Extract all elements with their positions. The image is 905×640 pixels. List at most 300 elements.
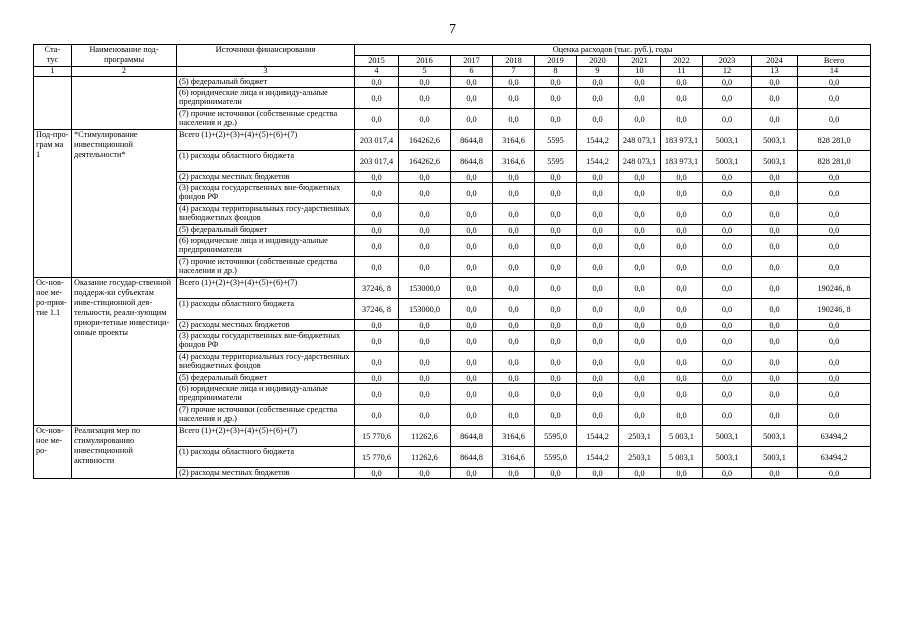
value-cell: 0,0 [451, 352, 493, 373]
value-cell: 0,0 [703, 384, 752, 405]
value-cell: 0,0 [703, 331, 752, 352]
value-cell: 0,0 [535, 109, 577, 130]
table-row [34, 278, 871, 299]
value-cell: 0,0 [703, 88, 752, 109]
value-cell: 0,0 [661, 172, 703, 183]
value-cell: 15 770,6 [355, 447, 399, 468]
value-cell: 0,0 [798, 320, 871, 331]
value-cell: 0,0 [661, 320, 703, 331]
value-cell: 0,0 [577, 236, 619, 257]
funding-source-cell: (7) прочие источники (собственные средства населения и др.) [177, 405, 355, 426]
value-cell: 0,0 [493, 109, 535, 130]
value-cell: 0,0 [535, 225, 577, 236]
value-cell: 0,0 [451, 225, 493, 236]
value-cell: 0,0 [661, 88, 703, 109]
value-cell: 0,0 [577, 77, 619, 88]
header-year: 2019 [535, 56, 577, 67]
funding-source-cell: (7) прочие источники (собственные средства населения и др.) [177, 257, 355, 278]
value-cell: 0,0 [661, 183, 703, 204]
value-cell: 0,0 [798, 384, 871, 405]
value-cell: 0,0 [355, 236, 399, 257]
value-cell: 190246, 8 [798, 299, 871, 320]
header-year: 2021 [619, 56, 661, 67]
value-cell: 0,0 [355, 352, 399, 373]
value-cell: 0,0 [493, 172, 535, 183]
funding-source-cell: (6) юридические лица и индивиду-альные предприниматели [177, 88, 355, 109]
header-sources: Источники финансирования [177, 45, 355, 67]
funding-source-cell: (4) расходы территориальных госу-дарственных внебюджетных фондов [177, 204, 355, 225]
value-cell: 0,0 [451, 236, 493, 257]
value-cell: 0,0 [399, 257, 451, 278]
value-cell: 0,0 [703, 257, 752, 278]
value-cell: 0,0 [355, 88, 399, 109]
value-cell: 0,0 [399, 373, 451, 384]
value-cell: 0,0 [535, 183, 577, 204]
value-cell: 0,0 [798, 373, 871, 384]
value-cell: 0,0 [577, 278, 619, 299]
funding-source-cell: (5) федеральный бюджет [177, 225, 355, 236]
value-cell: 0,0 [703, 172, 752, 183]
value-cell: 5003,1 [752, 151, 798, 172]
value-cell: 0,0 [752, 299, 798, 320]
value-cell: 0,0 [619, 373, 661, 384]
funding-source-cell: (4) расходы территориальных госу-дарственных внебюджетных фондов [177, 352, 355, 373]
table-body [34, 77, 871, 479]
value-cell: 0,0 [399, 331, 451, 352]
value-cell: 0,0 [535, 352, 577, 373]
value-cell: 0,0 [577, 225, 619, 236]
value-cell: 0,0 [703, 320, 752, 331]
value-cell: 0,0 [798, 236, 871, 257]
funding-source-cell: Всего (1)+(2)+(3)+(4)+(5)+(6)+(7) [177, 426, 355, 447]
funding-source-cell: (2) расходы местных бюджетов [177, 320, 355, 331]
value-cell: 0,0 [535, 299, 577, 320]
value-cell: 190246, 8 [798, 278, 871, 299]
value-cell: 0,0 [619, 320, 661, 331]
value-cell: 0,0 [798, 468, 871, 479]
column-index: 5 [399, 67, 451, 77]
value-cell: 0,0 [355, 384, 399, 405]
value-cell: 0,0 [535, 88, 577, 109]
value-cell: 0,0 [577, 183, 619, 204]
value-cell: 0,0 [619, 183, 661, 204]
value-cell: 0,0 [752, 204, 798, 225]
table-row [34, 77, 871, 88]
funding-source-cell: (6) юридические лица и индивиду-альные предприниматели [177, 236, 355, 257]
header-year: 2020 [577, 56, 619, 67]
funding-source-cell: (1) расходы областного бюджета [177, 447, 355, 468]
funding-source-cell: (3) расходы государственных вне-бюджетных фондов РФ [177, 183, 355, 204]
column-index: 9 [577, 67, 619, 77]
value-cell: 0,0 [661, 204, 703, 225]
value-cell: 153000,0 [399, 299, 451, 320]
value-cell: 0,0 [535, 384, 577, 405]
value-cell: 0,0 [355, 468, 399, 479]
column-index: 2 [72, 67, 177, 77]
value-cell: 0,0 [493, 352, 535, 373]
value-cell: 0,0 [619, 352, 661, 373]
value-cell: 183 973,1 [661, 130, 703, 151]
value-cell: 0,0 [355, 373, 399, 384]
value-cell: 0,0 [451, 468, 493, 479]
value-cell: 0,0 [752, 88, 798, 109]
value-cell: 0,0 [661, 405, 703, 426]
value-cell: 0,0 [798, 225, 871, 236]
value-cell: 0,0 [703, 204, 752, 225]
status-cell: Ос-нов-ное ме-ро-прия-тие 1.1 [34, 278, 72, 426]
value-cell: 203 017,4 [355, 130, 399, 151]
value-cell: 0,0 [577, 331, 619, 352]
header-year: 2018 [493, 56, 535, 67]
funding-source-cell: (7) прочие источники (собственные средства населения и др.) [177, 109, 355, 130]
value-cell: 0,0 [355, 257, 399, 278]
value-cell: 0,0 [399, 172, 451, 183]
value-cell: 0,0 [355, 204, 399, 225]
value-cell: 0,0 [619, 236, 661, 257]
value-cell: 5595,0 [535, 426, 577, 447]
value-cell: 5003,1 [703, 151, 752, 172]
column-index: 14 [798, 67, 871, 77]
funding-source-cell: (1) расходы областного бюджета [177, 299, 355, 320]
value-cell: 0,0 [493, 405, 535, 426]
funding-source-cell: (3) расходы государственных вне-бюджетных фондов РФ [177, 331, 355, 352]
value-cell: 0,0 [577, 204, 619, 225]
column-index: 13 [752, 67, 798, 77]
value-cell: 0,0 [355, 225, 399, 236]
value-cell: 0,0 [619, 299, 661, 320]
value-cell: 5003,1 [703, 447, 752, 468]
header-name: Наименование под- программы [72, 45, 177, 67]
value-cell: 0,0 [493, 320, 535, 331]
value-cell: 0,0 [619, 331, 661, 352]
funding-table [33, 44, 871, 479]
value-cell: 0,0 [399, 320, 451, 331]
value-cell: 0,0 [451, 172, 493, 183]
value-cell: 0,0 [798, 405, 871, 426]
value-cell: 183 973,1 [661, 151, 703, 172]
value-cell: 0,0 [661, 468, 703, 479]
value-cell: 0,0 [577, 405, 619, 426]
value-cell: 0,0 [493, 77, 535, 88]
value-cell: 0,0 [493, 183, 535, 204]
header-year: 2017 [451, 56, 493, 67]
value-cell: 0,0 [798, 257, 871, 278]
funding-source-cell: (2) расходы местных бюджетов [177, 468, 355, 479]
value-cell: 0,0 [661, 257, 703, 278]
value-cell: 63494,2 [798, 426, 871, 447]
value-cell: 0,0 [752, 278, 798, 299]
value-cell: 8644,8 [451, 447, 493, 468]
value-cell: 828 281,0 [798, 130, 871, 151]
value-cell: 0,0 [399, 204, 451, 225]
value-cell: 0,0 [493, 278, 535, 299]
value-cell: 0,0 [535, 373, 577, 384]
value-cell: 0,0 [399, 225, 451, 236]
value-cell: 0,0 [703, 109, 752, 130]
value-cell: 0,0 [619, 204, 661, 225]
value-cell: 0,0 [493, 299, 535, 320]
value-cell: 0,0 [355, 109, 399, 130]
value-cell: 0,0 [661, 225, 703, 236]
value-cell: 0,0 [577, 88, 619, 109]
value-cell: 0,0 [577, 352, 619, 373]
value-cell: 0,0 [399, 183, 451, 204]
value-cell: 0,0 [703, 352, 752, 373]
value-cell: 0,0 [355, 331, 399, 352]
value-cell: 0,0 [355, 77, 399, 88]
value-cell: 0,0 [355, 405, 399, 426]
value-cell: 0,0 [619, 405, 661, 426]
value-cell: 0,0 [703, 225, 752, 236]
value-cell: 37246, 8 [355, 278, 399, 299]
value-cell: 0,0 [798, 204, 871, 225]
header-year: 2015 [355, 56, 399, 67]
program-name-cell [72, 77, 177, 130]
value-cell: 0,0 [577, 468, 619, 479]
value-cell: 3164,6 [493, 426, 535, 447]
value-cell: 11262,6 [399, 447, 451, 468]
table-row [34, 130, 871, 151]
value-cell: 0,0 [798, 77, 871, 88]
funding-source-cell: (5) федеральный бюджет [177, 373, 355, 384]
value-cell: 2503,1 [619, 426, 661, 447]
value-cell: 0,0 [661, 373, 703, 384]
value-cell: 0,0 [619, 468, 661, 479]
column-index: 3 [177, 67, 355, 77]
value-cell: 5595 [535, 130, 577, 151]
value-cell: 0,0 [577, 384, 619, 405]
table-header [34, 45, 871, 77]
value-cell: 0,0 [577, 109, 619, 130]
value-cell: 0,0 [451, 373, 493, 384]
header-estimate: Оценка расходов (тыс. руб.), годы [355, 45, 871, 56]
funding-source-cell: (2) расходы местных бюджетов [177, 172, 355, 183]
value-cell: 3164,6 [493, 447, 535, 468]
value-cell: 828 281,0 [798, 151, 871, 172]
value-cell: 0,0 [451, 320, 493, 331]
value-cell: 0,0 [451, 384, 493, 405]
program-name-cell: *Стимулирование инвестиционной деятельности* [72, 130, 177, 278]
value-cell: 0,0 [752, 236, 798, 257]
value-cell: 248 073,1 [619, 130, 661, 151]
value-cell: 15 770,6 [355, 426, 399, 447]
header-year: 2016 [399, 56, 451, 67]
value-cell: 0,0 [619, 257, 661, 278]
value-cell: 37246, 8 [355, 299, 399, 320]
value-cell: 5595 [535, 151, 577, 172]
value-cell: 0,0 [493, 257, 535, 278]
funding-source-cell: Всего (1)+(2)+(3)+(4)+(5)+(6)+(7) [177, 130, 355, 151]
value-cell: 0,0 [619, 278, 661, 299]
value-cell: 0,0 [661, 331, 703, 352]
value-cell: 0,0 [798, 352, 871, 373]
funding-source-cell: (5) федеральный бюджет [177, 77, 355, 88]
value-cell: 0,0 [752, 373, 798, 384]
value-cell: 0,0 [535, 77, 577, 88]
value-cell: 0,0 [752, 384, 798, 405]
header-year: Всего [798, 56, 871, 67]
value-cell: 1544,2 [577, 130, 619, 151]
value-cell: 0,0 [619, 225, 661, 236]
value-cell: 0,0 [661, 109, 703, 130]
value-cell: 0,0 [619, 77, 661, 88]
value-cell: 0,0 [451, 204, 493, 225]
value-cell: 0,0 [577, 373, 619, 384]
value-cell: 0,0 [493, 384, 535, 405]
column-index: 12 [703, 67, 752, 77]
value-cell: 5 003,1 [661, 447, 703, 468]
column-index: 8 [535, 67, 577, 77]
value-cell: 0,0 [535, 236, 577, 257]
value-cell: 8644,8 [451, 426, 493, 447]
value-cell: 0,0 [752, 225, 798, 236]
value-cell: 0,0 [703, 468, 752, 479]
value-cell: 0,0 [493, 468, 535, 479]
value-cell: 0,0 [798, 172, 871, 183]
value-cell: 0,0 [798, 331, 871, 352]
status-cell: Под-про-грам ма 1 [34, 130, 72, 278]
value-cell: 0,0 [535, 331, 577, 352]
value-cell: 0,0 [493, 204, 535, 225]
value-cell: 0,0 [619, 384, 661, 405]
value-cell: 0,0 [798, 109, 871, 130]
value-cell: 164262,6 [399, 130, 451, 151]
value-cell: 0,0 [703, 236, 752, 257]
value-cell: 0,0 [493, 236, 535, 257]
value-cell: 0,0 [752, 331, 798, 352]
value-cell: 0,0 [798, 183, 871, 204]
value-cell: 0,0 [703, 77, 752, 88]
value-cell: 0,0 [451, 405, 493, 426]
value-cell: 0,0 [661, 352, 703, 373]
column-index: 1 [34, 67, 72, 77]
value-cell: 0,0 [577, 320, 619, 331]
value-cell: 0,0 [703, 299, 752, 320]
value-cell: 0,0 [451, 331, 493, 352]
column-index: 7 [493, 67, 535, 77]
value-cell: 5003,1 [703, 130, 752, 151]
value-cell: 0,0 [535, 278, 577, 299]
value-cell: 5 003,1 [661, 426, 703, 447]
value-cell: 11262,6 [399, 426, 451, 447]
header-year: 2024 [752, 56, 798, 67]
value-cell: 0,0 [451, 299, 493, 320]
value-cell: 0,0 [493, 88, 535, 109]
column-index: 11 [661, 67, 703, 77]
status-cell [34, 77, 72, 130]
table-row [34, 426, 871, 447]
value-cell: 0,0 [752, 468, 798, 479]
value-cell: 0,0 [451, 88, 493, 109]
value-cell: 0,0 [619, 172, 661, 183]
value-cell: 5595,0 [535, 447, 577, 468]
value-cell: 1544,2 [577, 447, 619, 468]
column-index: 4 [355, 67, 399, 77]
value-cell: 63494,2 [798, 447, 871, 468]
value-cell: 0,0 [752, 109, 798, 130]
value-cell: 0,0 [661, 77, 703, 88]
value-cell: 0,0 [399, 109, 451, 130]
value-cell: 0,0 [535, 257, 577, 278]
value-cell: 0,0 [399, 405, 451, 426]
funding-source-cell: (6) юридические лица и индивиду-альные предприниматели [177, 384, 355, 405]
value-cell: 0,0 [752, 320, 798, 331]
value-cell: 0,0 [451, 278, 493, 299]
value-cell: 0,0 [703, 373, 752, 384]
value-cell: 0,0 [703, 278, 752, 299]
program-name-cell: Реализация мер по стимулированию инвестиционной активности [72, 426, 177, 479]
funding-source-cell: (1) расходы областного бюджета [177, 151, 355, 172]
value-cell: 0,0 [399, 384, 451, 405]
column-index: 6 [451, 67, 493, 77]
value-cell: 5003,1 [752, 447, 798, 468]
value-cell: 0,0 [703, 405, 752, 426]
value-cell: 0,0 [535, 405, 577, 426]
value-cell: 0,0 [451, 257, 493, 278]
value-cell: 0,0 [798, 88, 871, 109]
value-cell: 0,0 [451, 183, 493, 204]
value-cell: 5003,1 [752, 426, 798, 447]
value-cell: 1544,2 [577, 151, 619, 172]
value-cell: 0,0 [451, 77, 493, 88]
value-cell: 0,0 [355, 172, 399, 183]
value-cell: 248 073,1 [619, 151, 661, 172]
value-cell: 3164,6 [493, 151, 535, 172]
value-cell: 0,0 [535, 320, 577, 331]
value-cell: 0,0 [355, 183, 399, 204]
value-cell: 0,0 [577, 172, 619, 183]
value-cell: 164262,6 [399, 151, 451, 172]
value-cell: 0,0 [355, 320, 399, 331]
value-cell: 0,0 [752, 405, 798, 426]
value-cell: 0,0 [493, 331, 535, 352]
value-cell: 0,0 [752, 77, 798, 88]
value-cell: 0,0 [619, 109, 661, 130]
value-cell: 0,0 [535, 204, 577, 225]
value-cell: 0,0 [577, 299, 619, 320]
value-cell: 0,0 [703, 183, 752, 204]
column-index: 10 [619, 67, 661, 77]
status-cell: Ос-нов-ное ме-ро- [34, 426, 72, 479]
value-cell: 0,0 [619, 88, 661, 109]
value-cell: 0,0 [399, 77, 451, 88]
value-cell: 0,0 [752, 183, 798, 204]
value-cell: 5003,1 [752, 130, 798, 151]
value-cell: 203 017,4 [355, 151, 399, 172]
funding-source-cell: Всего (1)+(2)+(3)+(4)+(5)+(6)+(7) [177, 278, 355, 299]
value-cell: 8644,8 [451, 130, 493, 151]
header-year: 2023 [703, 56, 752, 67]
page-number: 7 [449, 22, 456, 37]
header-year: 2022 [661, 56, 703, 67]
value-cell: 0,0 [752, 172, 798, 183]
value-cell: 0,0 [661, 236, 703, 257]
value-cell: 0,0 [493, 225, 535, 236]
value-cell: 0,0 [752, 257, 798, 278]
value-cell: 0,0 [661, 384, 703, 405]
program-name-cell: Оказание государ-ственной поддерж-ки субъектам инве-стиционной дея-тельности, реали-зующим приори-тетные инвестици-онные проекты [72, 278, 177, 426]
value-cell: 0,0 [661, 278, 703, 299]
value-cell: 2503,1 [619, 447, 661, 468]
header-status: Ста- тус [34, 45, 72, 67]
value-cell: 0,0 [535, 468, 577, 479]
value-cell: 0,0 [752, 352, 798, 373]
value-cell: 153000,0 [399, 278, 451, 299]
value-cell: 1544,2 [577, 426, 619, 447]
value-cell: 0,0 [577, 257, 619, 278]
value-cell: 0,0 [399, 236, 451, 257]
value-cell: 0,0 [399, 352, 451, 373]
